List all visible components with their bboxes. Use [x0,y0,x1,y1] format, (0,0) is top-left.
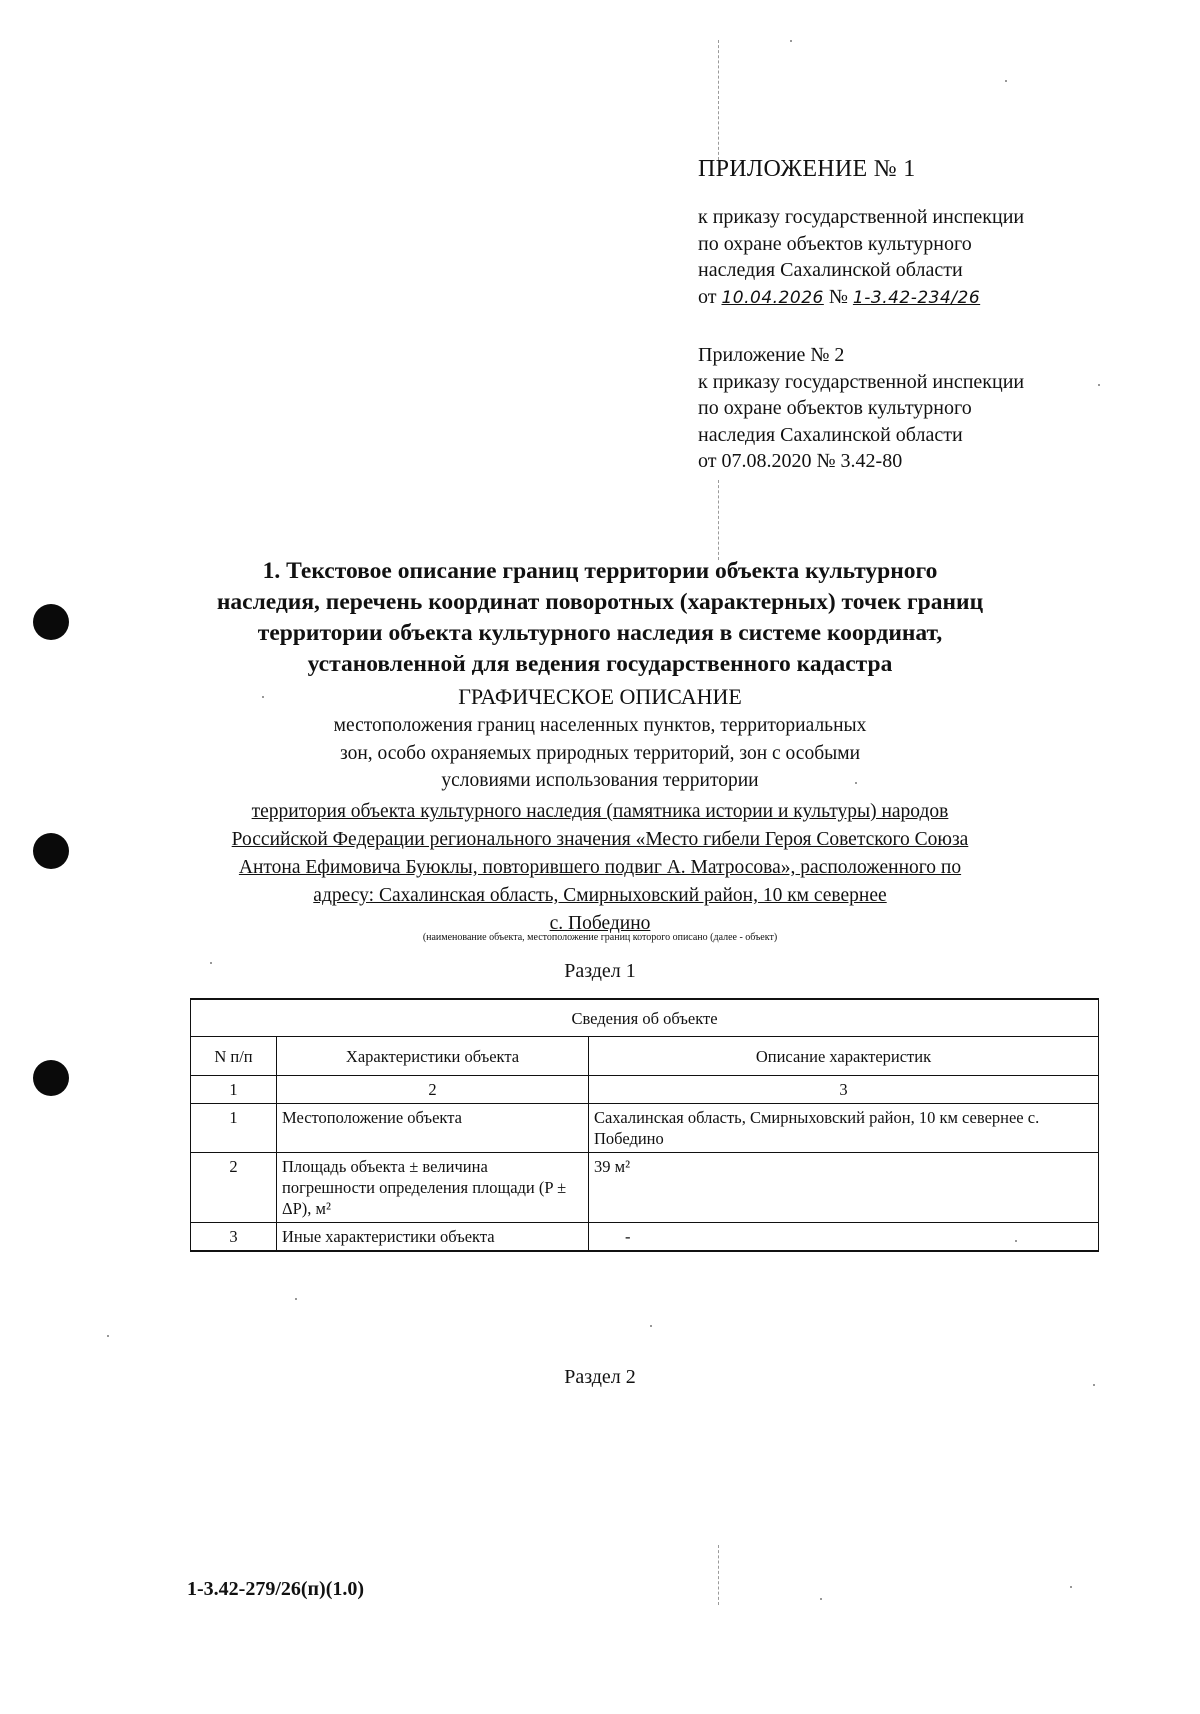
row-number: 3 [191,1223,277,1252]
object-info-table [190,998,1099,1252]
characteristic-value: Сахалинская область, Смирныховский район, 10 км севернее с. Победино [589,1104,1099,1153]
heading-line: установленной для ведения государственного кадастра [307,651,893,677]
punch-hole-1 [33,604,69,640]
object-name-line: Российской Федерации регионального значения «Место гибели Героя Советского Союза [231,829,969,850]
characteristic-name: Иные характеристики объекта [277,1223,589,1252]
date-prefix: от [698,285,717,308]
object-name-line: Антона Ефимовича Буюклы, повторившего подвиг А. Матросова», расположенного по [238,857,962,878]
characteristic-name: Площадь объекта ± величина погрешности определения площади (P ± ΔP), м² [277,1153,589,1223]
row-number: 1 [191,1104,277,1153]
graphic-description-subtitle [150,712,1050,795]
table-row [191,1104,1099,1153]
heading-line: территории объекта культурного наследия в системе координат, [257,620,943,646]
appendix-2-line: от 07.08.2020 № 3.42-80 [698,450,903,472]
subtitle-line: местоположения границ населенных пунктов, территориальных [333,715,867,736]
column-number: 3 [589,1076,1099,1104]
heading-line: наследия, перечень координат поворотных (характерных) точек границ [216,589,984,615]
appendix-2-line: Приложение № 2 [698,344,845,366]
object-name-line: с. Победино [549,913,651,934]
document-code: 1-3.42-279/26(п)(1.0) [187,1578,365,1600]
section-2-title: Раздел 2 [564,1366,636,1388]
column-number-row [191,1076,1099,1104]
appendix-2-line: к приказу государственной инспекции [698,370,1025,393]
subtitle-line: зон, особо охраняемых природных территорий, зон с особыми [339,742,861,764]
appendix-1-line: к приказу государственной инспекции [698,206,1025,228]
table-caption-row [191,999,1099,1037]
appendix-2-line: по охране объектов культурного [698,397,972,419]
main-heading [150,556,1050,680]
appendix-1-line: по охране объектов культурного [698,232,972,255]
number-prefix: № [828,285,848,308]
row-number: 2 [191,1153,277,1223]
column-header: N п/п [191,1037,277,1076]
characteristic-value: 39 м² [589,1153,1099,1223]
table-row [191,1223,1099,1252]
object-name [150,798,1050,938]
fold-line [718,40,720,160]
table-row [191,1153,1099,1223]
graphic-description-title: ГРАФИЧЕСКОЕ ОПИСАНИЕ [458,684,742,709]
subtitle-line: условиями использования территории [441,770,759,791]
appendix-1-block [698,204,1024,311]
punch-hole-2 [33,833,69,869]
punch-hole-3 [33,1060,69,1096]
appendix-2-line: наследия Сахалинской области [698,423,963,446]
column-number: 1 [191,1076,277,1104]
handwritten-number: 1-3.42-234/26 [852,287,981,308]
column-header: Описание характеристик [589,1037,1099,1076]
characteristic-value: - [589,1223,1099,1252]
appendix-1-line: наследия Сахалинской области [698,259,963,281]
object-name-caption: (наименование объекта, местоположение границ которого описано (далее - объект) [422,932,778,943]
fold-line [718,1545,720,1605]
table-caption: Сведения об объекте [191,999,1099,1037]
appendix-2-block [698,342,1024,475]
object-name-line: территория объекта культурного наследия (памятника истории и культуры) народов [251,801,949,822]
section-1-title: Раздел 1 [564,960,636,982]
table-header-row [191,1037,1099,1076]
fold-line [718,480,720,560]
object-name-line: адресу: Сахалинская область, Смирныховский район, 10 км севернее [313,885,887,906]
characteristic-name: Местоположение объекта [277,1104,589,1153]
column-header: Характеристики объекта [277,1037,589,1076]
heading-line: 1. Текстовое описание границ территории объекта культурного [262,558,938,584]
column-number: 2 [277,1076,589,1104]
appendix-1-title: ПРИЛОЖЕНИЕ № 1 [698,156,916,182]
appendix-1-date-line [698,284,1024,312]
handwritten-date: 10.04.2026 [721,287,824,308]
